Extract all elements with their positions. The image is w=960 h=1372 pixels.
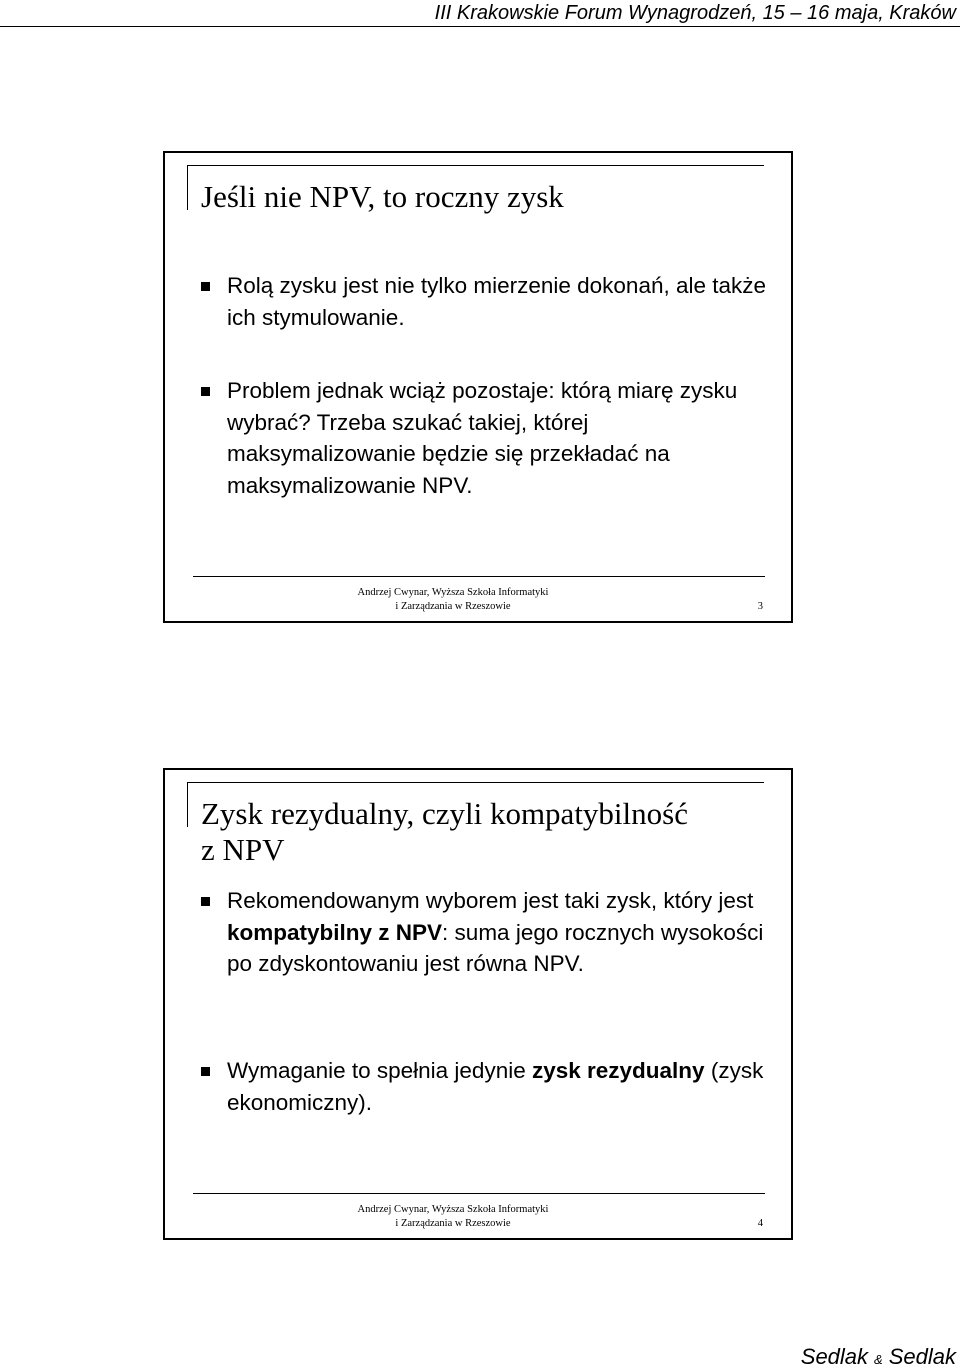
square-bullet-icon [201, 387, 210, 396]
footer-institution: i Zarządzania w Rzeszowie [395, 601, 511, 612]
bullet-item [201, 885, 771, 980]
slide-footer [193, 1193, 765, 1229]
bullet-text: Rekomendowanym wyborem jest taki zysk, który jest kompatybilny z NPV: suma jego rocznych wysokości po zdyskontowaniu jest równa NPV. [227, 888, 764, 976]
slide-number: 3 [757, 601, 763, 612]
slide-4 [163, 768, 793, 1240]
bullet-text: Rolą zysku jest nie tylko mierzenie dokonań, ale także ich stymulowanie. [227, 273, 767, 330]
brand-name-left: Sedlak [800, 1344, 869, 1369]
page-footer-brand [801, 1344, 956, 1370]
footer-author: Andrzej Cwynar, Wyższa Szkoła Informatyki [357, 587, 549, 598]
bold-phrase: zysk rezydualny [531, 1058, 705, 1083]
slide-title-line: Zysk rezydualny, czyli kompatybilność [201, 796, 688, 831]
page-header-text: III Krakowskie Forum Wynagrodzeń, 15 – 16 maja, Kraków [434, 2, 956, 24]
slide-title-line: z NPV [201, 832, 285, 867]
square-bullet-icon [201, 1067, 210, 1076]
bullet-text: Wymaganie to spełnia jedynie zysk rezydualny (zysk ekonomiczny). [227, 1058, 764, 1115]
square-bullet-icon [201, 897, 210, 906]
brand-name-right: Sedlak [888, 1344, 956, 1369]
bold-phrase: kompatybilny z NPV [227, 919, 443, 945]
bullet-item [201, 375, 771, 501]
slide-title [201, 179, 564, 215]
slide-title [201, 796, 688, 868]
footer-institution: i Zarządzania w Rzeszowie [395, 1218, 511, 1229]
brand-ampersand: & [874, 1352, 883, 1367]
bullet-text: Problem jednak wciąż pozostaje: którą miarę zysku wybrać? Trzeba szukać takiej, której maksymalizowanie będzie się przekładać na maksymalizowanie NPV. [227, 378, 738, 498]
footer-author: Andrzej Cwynar, Wyższa Szkoła Informatyki [357, 1204, 549, 1215]
slide-title-line: Jeśli nie NPV, to roczny zysk [201, 179, 564, 214]
square-bullet-icon [201, 282, 210, 291]
slide-3 [163, 151, 793, 623]
slide-number: 4 [757, 1218, 763, 1229]
slide-footer [193, 576, 765, 612]
bullet-item [201, 270, 771, 333]
bullet-item [201, 1055, 771, 1118]
page-header [0, 0, 960, 27]
